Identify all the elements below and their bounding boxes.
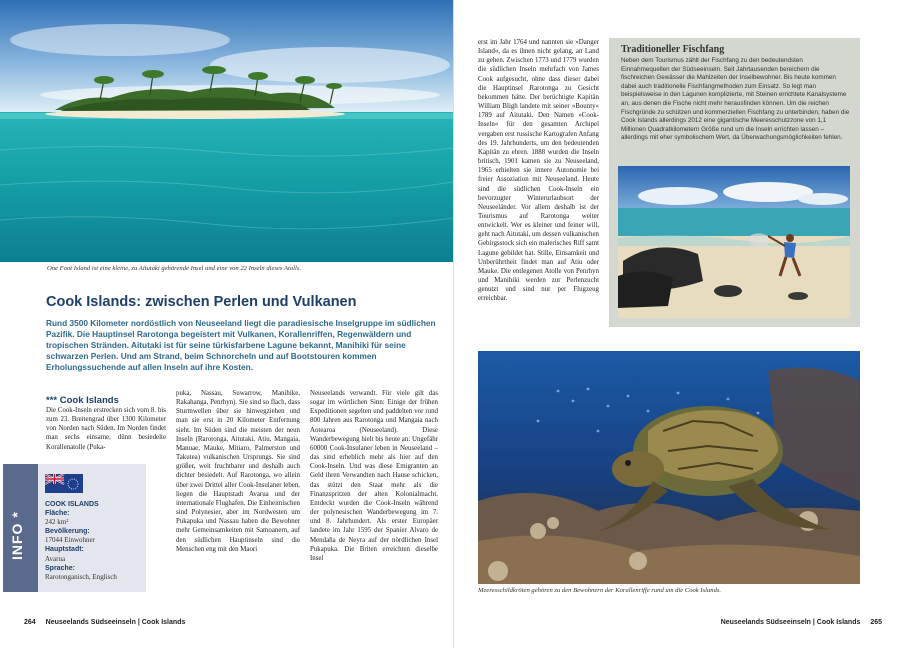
article-title: Cook Islands: zwischen Perlen und Vulkanen	[46, 294, 357, 310]
left-footer	[24, 619, 185, 626]
info-capital-label: Hauptstadt:	[45, 546, 84, 554]
body-column-3: Neuseelands verwandt. Für viele gilt das sogar im wörtlichen Sinn: Einige der frühen Expeditionen segelten und paddelten vor rund 800 Jahren aus Rarotonga und Mangaia nach Aotearoa (Neuseeland). Diese Wanderbewegung hielt bis heute an: Ungefähr 60000 Cook-Insulaner leben in Neuseeland – das sind erheblich mehr als hier auf den Cook-Inseln. Und was diese Emigranten an Geld ihren Verwandten nach Hause schicken, das stützt den Staat mehr als die Finanzspritzen der alten Kolonialmacht. Entdeckt wurden die Cook-Inseln während der polynesischen Wanderbewegung im 7. und 8. Jahrhundert. Als erster Europäer landete im Jahr 1595 der Spanier Alvaro de Mendaña de Neyra auf der nördlichen Insel Pukapuka. Die Briten erreichten dieselbe Insel	[310, 390, 438, 562]
cook-islands-flag-icon	[45, 474, 83, 493]
body-column-1: Die Cook-Inseln erstrecken sich vom 8. bis zum 23. Breitengrad über 1300 Kilometer von Norden nach Süden. Im Norden findet man sechs einsame, dünn besiedelte Korallenatolle (Puka-	[46, 407, 166, 451]
right-body-column: erst im Jahr 1764 und nannten sie »Danger Island«, da es ihnen nicht gelang, an Land zu gehen. Zwischen 1773 und 1779 wurden die südlichen Inseln mehrfach von James Cook aufgesucht, ohne dass dieser dabei die Hauptinsel Rarotonga zu Gesicht bekommen hätte. Der berüchtigte Kapitän William Bligh landete mit seiner »Bounty« 1789 auf Aitutaki. Den Namen »Cook-Inseln« für den gesamten Archipel vergaben erst russische Kartografen Anfang des 19. Jahrhunderts, um den bedeutenden Kapitän zu ehren. 1888 wurden die Inseln britisch, 1901 kamen sie zu Neuseeland, 1965 erhielten sie innere Autonomie bei freier Assoziation mit Neuseeland. Heute sind die südlichen Cook-Inseln ein bevorzugter Winterurlaubsort der Neuseeländer. Vor allem deshalb ist der Tourismus auf Rarotonga weiter entwickelt. Wer es kleiner und feiner will, geht nach Aitutaki, um dessen vulkanischen Gebirgsstock sich ein malerisches Riff samt Lagune gebildet hat. Stille, Einsamkeit und Unberührtheit findet man auf Atiu oder Mauke. Die entlegenen Atolle von Penrhyn und Manihiki werden zur Perlenzucht genutzt und sind nur per Flugzeug erreichbar.	[478, 39, 599, 303]
sidebar-body: Neben dem Tourismus zählt der Fischfang zu den bedeutendsten Einnahmequellen der Südseeinseln. Seit Jahrtausenden bereichern die fischreichen Gewässer die Mahlzeiten der Inselbewohner. Bis heute kommen dabei auch traditionelle Fischfangmethoden zum Einsatz. So legt man beispielsweise in den Lagunen komplizierte, mit Steinen errichtete Kanalsysteme an, aus denen die Fische nicht mehr herausfinden können. Um die reichen Fischgründe zu schützen und kommerziellen Fischfang zu unterbinden, haben die Cook Islands allerdings 2012 eine gigantische Meeresschutzzone von 1,1 Millionen Quadratkilometern Größe rund um die Inseln errichten lassen – allerdings mit eher symbolischem Wert, da Überwachungsmöglichkeiten fehlen.	[621, 57, 850, 142]
turtle-photo	[478, 351, 860, 584]
info-facts	[45, 500, 117, 582]
island-photo-caption: One Foot Island ist eine kleine, zu Aitutaki gehörende Insel und eine von 22 Inseln dieses Atolls.	[47, 265, 302, 272]
left-footer-label: Neuseelands Südseeinseln | Cook Islands	[45, 619, 186, 626]
right-footer-label: Neuseelands Südseeinseln | Cook Islands	[720, 619, 861, 626]
info-area-label: Fläche:	[45, 510, 70, 518]
right-footer	[721, 619, 882, 626]
info-capital-value: Avarua	[45, 554, 66, 563]
page-number-right: 265	[870, 619, 882, 626]
right-page	[453, 0, 905, 648]
section-title: *** Cook Islands	[46, 395, 119, 406]
info-population-label: Bevölkerung:	[45, 528, 90, 536]
info-language-label: Sprache:	[45, 564, 75, 572]
info-tab-label: INFO *	[9, 511, 25, 560]
body-column-2: puka, Nassau, Suwarrow, Manihike, Rakahanga, Penrhyn). Sie sind so flach, dass Sturmwellen über sie hinwegziehen und man sie erst in 20 Kilometer Entfernung sieht. Im Süden sind die meisten der neun Inseln (Rarotonga, Aitutaki, Atiu, Mangaia, Manuae, Mauke, Mitiaro, Palmerston und Takutea) vulkanischen Ursprungs. Sie sind größer, weit fruchtbarer und deshalb auch dichter besiedelt. Auf Rarotonga, wo allein über zwei Drittel aller Cook-Insulaner leben, liegen die Hauptstadt Avarua und der internationale Flughafen. Die Einheimischen sind Polynesier, aber im Nordwesten um Pukapuka und Nassau haben die Bewohner mehr Gemeinsamkeiten mit Samoanern, auf den südlichen Hauptinseln sind die Menschen eng mit den Maori	[176, 390, 300, 553]
article-lead: Rund 3500 Kilometer nordöstlich von Neuseeland liegt die paradiesische Inselgruppe im südlichen Pazifik. Die Hauptinsel Rarotonga begeistert mit Vulkanen, Korallenriffen, Regenwäldern und tropischen Stränden. Aitutaki ist für seine türkisfarbene Lagune bekannt, Manihiki für seine schwarzen Perlen. Und am Strand, beim Schnorcheln und auf Bootstouren kommen Erholungssuchende auf allen Inseln auf ihre Kosten.	[46, 318, 436, 373]
fisherman-photo	[618, 166, 850, 318]
island-photo	[0, 0, 453, 262]
info-language-value: Rarotonganisch, Englisch	[45, 572, 117, 581]
info-population-value: 17044 Einwohner	[45, 536, 95, 545]
turtle-photo-caption: Meeresschildkröten gehören zu den Bewohnern der Korallenriffe rund um die Cook Islands.	[478, 587, 722, 594]
fishing-sidebar	[609, 38, 860, 327]
info-country: COOK ISLANDS	[45, 501, 99, 508]
info-box	[3, 464, 146, 592]
sidebar-title: Traditioneller Fischfang	[621, 44, 725, 55]
info-tab	[3, 464, 38, 592]
info-area-value: 242 km²	[45, 518, 69, 527]
page-number-left: 264	[24, 619, 36, 626]
